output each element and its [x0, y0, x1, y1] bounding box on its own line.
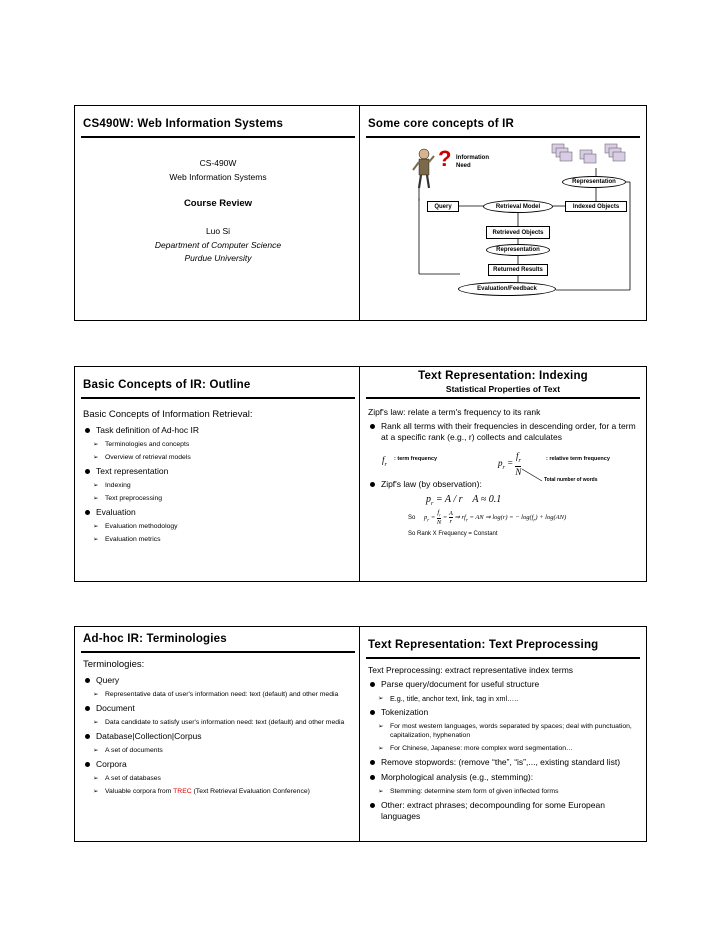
list-item: Parse query/document for useful structure — [368, 679, 638, 690]
list-item: Task definition of Ad-hoc IR — [83, 425, 353, 436]
title-rule — [81, 136, 355, 138]
university: Purdue University — [184, 253, 252, 263]
zipf-list-2 — [368, 479, 638, 494]
slide-outline — [74, 366, 362, 582]
slide-indexing — [359, 366, 647, 582]
retrieved-objects-node: Retrieved Objects — [486, 226, 550, 239]
slide-title: Text Representation: Text Preprocessing — [368, 639, 599, 651]
indexed-objects-node: Indexed Objects — [565, 201, 627, 212]
slide-title: Ad-hoc IR: Terminologies — [83, 633, 227, 645]
terminologies-heading: Terminologies: — [83, 659, 145, 670]
list-item: ➢ Data candidate to satisfy user's information need: text (default) and other media — [83, 718, 353, 727]
zipf-heading: Zipf's law: relate a term's frequency to its rank — [368, 407, 541, 417]
list-item: ➢ Evaluation metrics — [83, 535, 353, 544]
representation-top-node: Representation — [562, 176, 626, 188]
slide-text-preprocessing — [359, 626, 647, 842]
slide-course-review — [74, 105, 362, 321]
course-review: Course Review — [183, 198, 253, 209]
slide-title: Text Representation: Indexing — [418, 370, 588, 382]
list-item: Evaluation — [83, 507, 353, 518]
list-item: Corpora — [83, 759, 353, 770]
slide-title: CS490W: Web Information Systems — [83, 118, 284, 130]
list-item: ➢ For most western languages, words separated by spaces; deal with punctuation, capitalization, hyphenation — [368, 722, 638, 740]
list-item: Query — [83, 675, 353, 686]
slide-title: Some core concepts of IR — [368, 118, 515, 130]
preprocessing-list — [368, 679, 638, 826]
list-item: ➢ Overview of retrieval models — [83, 453, 353, 462]
list-item — [83, 787, 353, 796]
pr-formula: $p_r$ = $\frac{f_r}{N}$ — [498, 451, 522, 477]
list-item: Rank all terms with their frequencies in descending order, for a term at a specific rank (e.g., r) collects and calculates — [368, 421, 638, 443]
evaluation-feedback-node: Evaluation/Feedback — [458, 282, 556, 296]
outline-list — [83, 425, 353, 548]
list-item: Tokenization — [368, 707, 638, 718]
list-item: ➢ Text preprocessing — [83, 494, 353, 503]
department: Department of Computer Science — [154, 240, 282, 250]
zipf-list-1 — [368, 421, 638, 447]
fr-symbol: $f_r$ — [382, 455, 387, 468]
list-item: ➢ Evaluation methodology — [83, 522, 353, 531]
list-item: ➢ Indexing — [83, 481, 353, 490]
preprocessing-heading: Text Preprocessing: extract representative index terms — [368, 665, 574, 675]
pr-label: : relative term frequency — [546, 456, 610, 462]
slide-subtitle: Statistical Properties of Text — [445, 384, 561, 394]
derivation-formula: $p_r$ = $\frac{f_r}{N}$ = $\frac{A}{r}$ ⇒ $rf_r$ = AN ⇒ log(r) = − $\log(f_r) + \log(AN)$ — [424, 509, 567, 527]
list-item: Text representation — [83, 466, 353, 477]
course-name: Web Information Systems — [169, 172, 267, 182]
list-item: Document — [83, 703, 353, 714]
list-item: Morphological analysis (e.g., stemming): — [368, 772, 638, 783]
author: Luo Si — [205, 226, 231, 236]
trec-suffix: (Text Retrieval Evaluation Conference) — [191, 788, 310, 795]
trec-link[interactable]: TREC — [173, 788, 192, 795]
fr-label: : term frequency — [394, 456, 438, 462]
list-item: Zipf's law (by observation): — [368, 479, 638, 490]
documents-icon — [550, 142, 640, 172]
title-rule — [366, 657, 640, 659]
list-item: ➢ A set of documents — [83, 746, 353, 755]
information-need-label: Information Need — [456, 155, 489, 169]
list-item: ➢ Terminologies and concepts — [83, 440, 353, 449]
query-node: Query — [427, 201, 459, 212]
list-item: Database|Collection|Corpus — [83, 731, 353, 742]
list-item: ➢ For Chinese, Japanese: more complex word segmentation… — [368, 744, 638, 753]
representation-mid-node: Representation — [486, 244, 550, 256]
list-item: ➢ A set of databases — [83, 774, 353, 783]
so-label-1: So — [408, 515, 416, 521]
trec-prefix: Valuable corpora from — [105, 788, 174, 795]
list-item: Other: extract phrases; decompounding for some European languages — [368, 800, 638, 822]
terminologies-list — [83, 675, 353, 800]
list-item: ➢ E.g., title, anchor text, link, tag in xml….. — [368, 694, 638, 703]
list-item: ➢ Stemming: determine stem form of given inflected forms — [368, 787, 638, 796]
returned-results-node: Returned Results — [488, 264, 548, 276]
title-rule — [366, 397, 640, 399]
course-code: CS-490W — [199, 158, 237, 168]
total-words-label: Total number of words — [544, 477, 598, 483]
outline-heading: Basic Concepts of Information Retrieval: — [83, 409, 253, 420]
list-item: ➢ Representative data of user's information need: text (default) and other media — [83, 690, 353, 699]
slide-terminologies — [74, 626, 362, 842]
so-label-2: So Rank X Frequency = Constant — [408, 531, 498, 537]
slide-title: Basic Concepts of IR: Outline — [83, 379, 251, 391]
slide-core-concepts — [359, 105, 647, 321]
list-item: Remove stopwords: (remove “the”, “is”,..., existing standard list) — [368, 757, 638, 768]
retrieval-model-node: Retrieval Model — [483, 200, 553, 213]
title-rule — [81, 397, 355, 399]
question-mark-icon: ? — [438, 146, 452, 171]
title-rule — [81, 651, 355, 653]
zipf-formula: $p_r = A / r$ A ≈ 0.1 — [426, 494, 502, 507]
